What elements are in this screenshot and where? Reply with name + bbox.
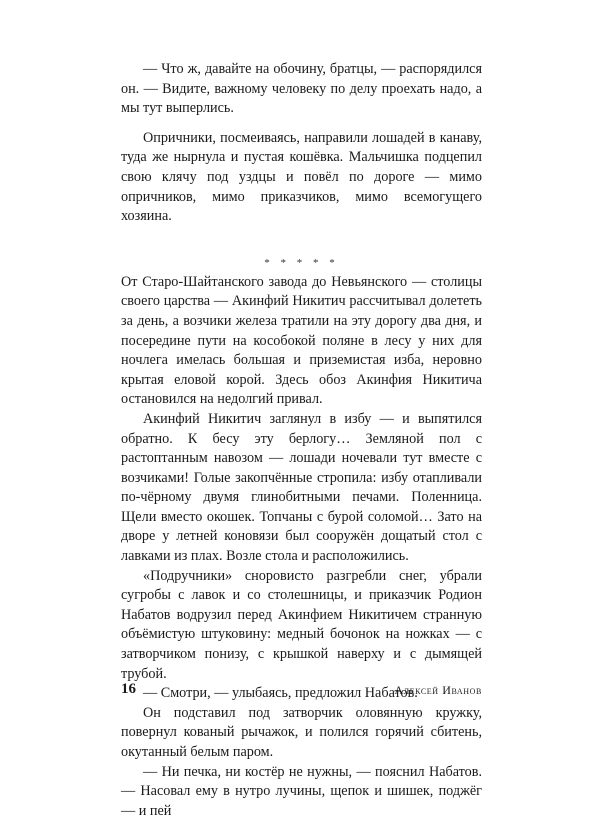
running-header-author: Алексей Иванов (394, 683, 482, 697)
paragraph-2: Опричники, посмеиваясь, направили лошадей в канаву, туда же нырнула и пустая кошёвка. Мальчишка подцепил свою клячу под уздцы и повёл по дороге — мимо опричников, мимо приказчиков, мимо всемогущего хозяина. (121, 129, 482, 225)
paragraph-5: «Подручники» сноровисто разгребли снег, убрали сугробы с лавок и со столешницы, и приказчик Родион Набатов водрузил перед Акинфием Никитичем странную объёмистую штуковину: медный бочонок на ножках — с затворчиком понизу, с крышкой наверху и с дымящей трубой. (121, 567, 482, 682)
page-body (121, 60, 482, 821)
paragraph-8: — Ни печка, ни костёр не нужны, — пояснил Набатов. — Насовал ему в нутро лучины, щепок и шишек, поджёг — и пей (121, 763, 482, 819)
paragraph-3: От Старо-Шайтанского завода до Невьянского — столицы своего царства — Акинфий Никитич рассчитывал долететь за день, а возчики железа тратили на эту дорогу два дня, и посередине пути на кособокой поляне в лесу у них для ночлега имелась большая и приземистая изба, неровно крытая еловой корой. Здесь обоз Акинфия Никитича остановился на недолгий привал. (121, 273, 482, 408)
paragraph-4: Акинфий Никитич заглянул в избу — и выпятился обратно. К бесу эту берлогу… Земляной пол с растоптанным навозом — лошади ночевали тут вместе с возчиками! Голые закопчённые стропила: избу отапливали по-чёрному двумя глинобитными печами. Поленница. Щели вместо окошек. Топчаны с бурой соломой… Зато на дворе у летней коновязи был сооружён дощатый стол с лавками из плах. Возле стола и расположились. (121, 410, 482, 565)
paragraph-gap (121, 119, 482, 129)
paragraph-1: — Что ж, давайте на обочину, братцы, — распорядился он. — Видите, важному человеку по делу проехать надо, а мы тут выперлись. (121, 61, 482, 117)
page-footer (121, 681, 482, 703)
section-separator: * * * * * (264, 256, 339, 269)
paragraph-6: — Смотри, — улыбаясь, предложил Набатов. (143, 685, 418, 702)
paragraph-7: Он подставил под затворчик оловянную кружку, повернул кованый рычажок, и полился горячий сбитень, окутанный белым паром. (121, 704, 482, 760)
page-number: 16 (121, 681, 136, 697)
